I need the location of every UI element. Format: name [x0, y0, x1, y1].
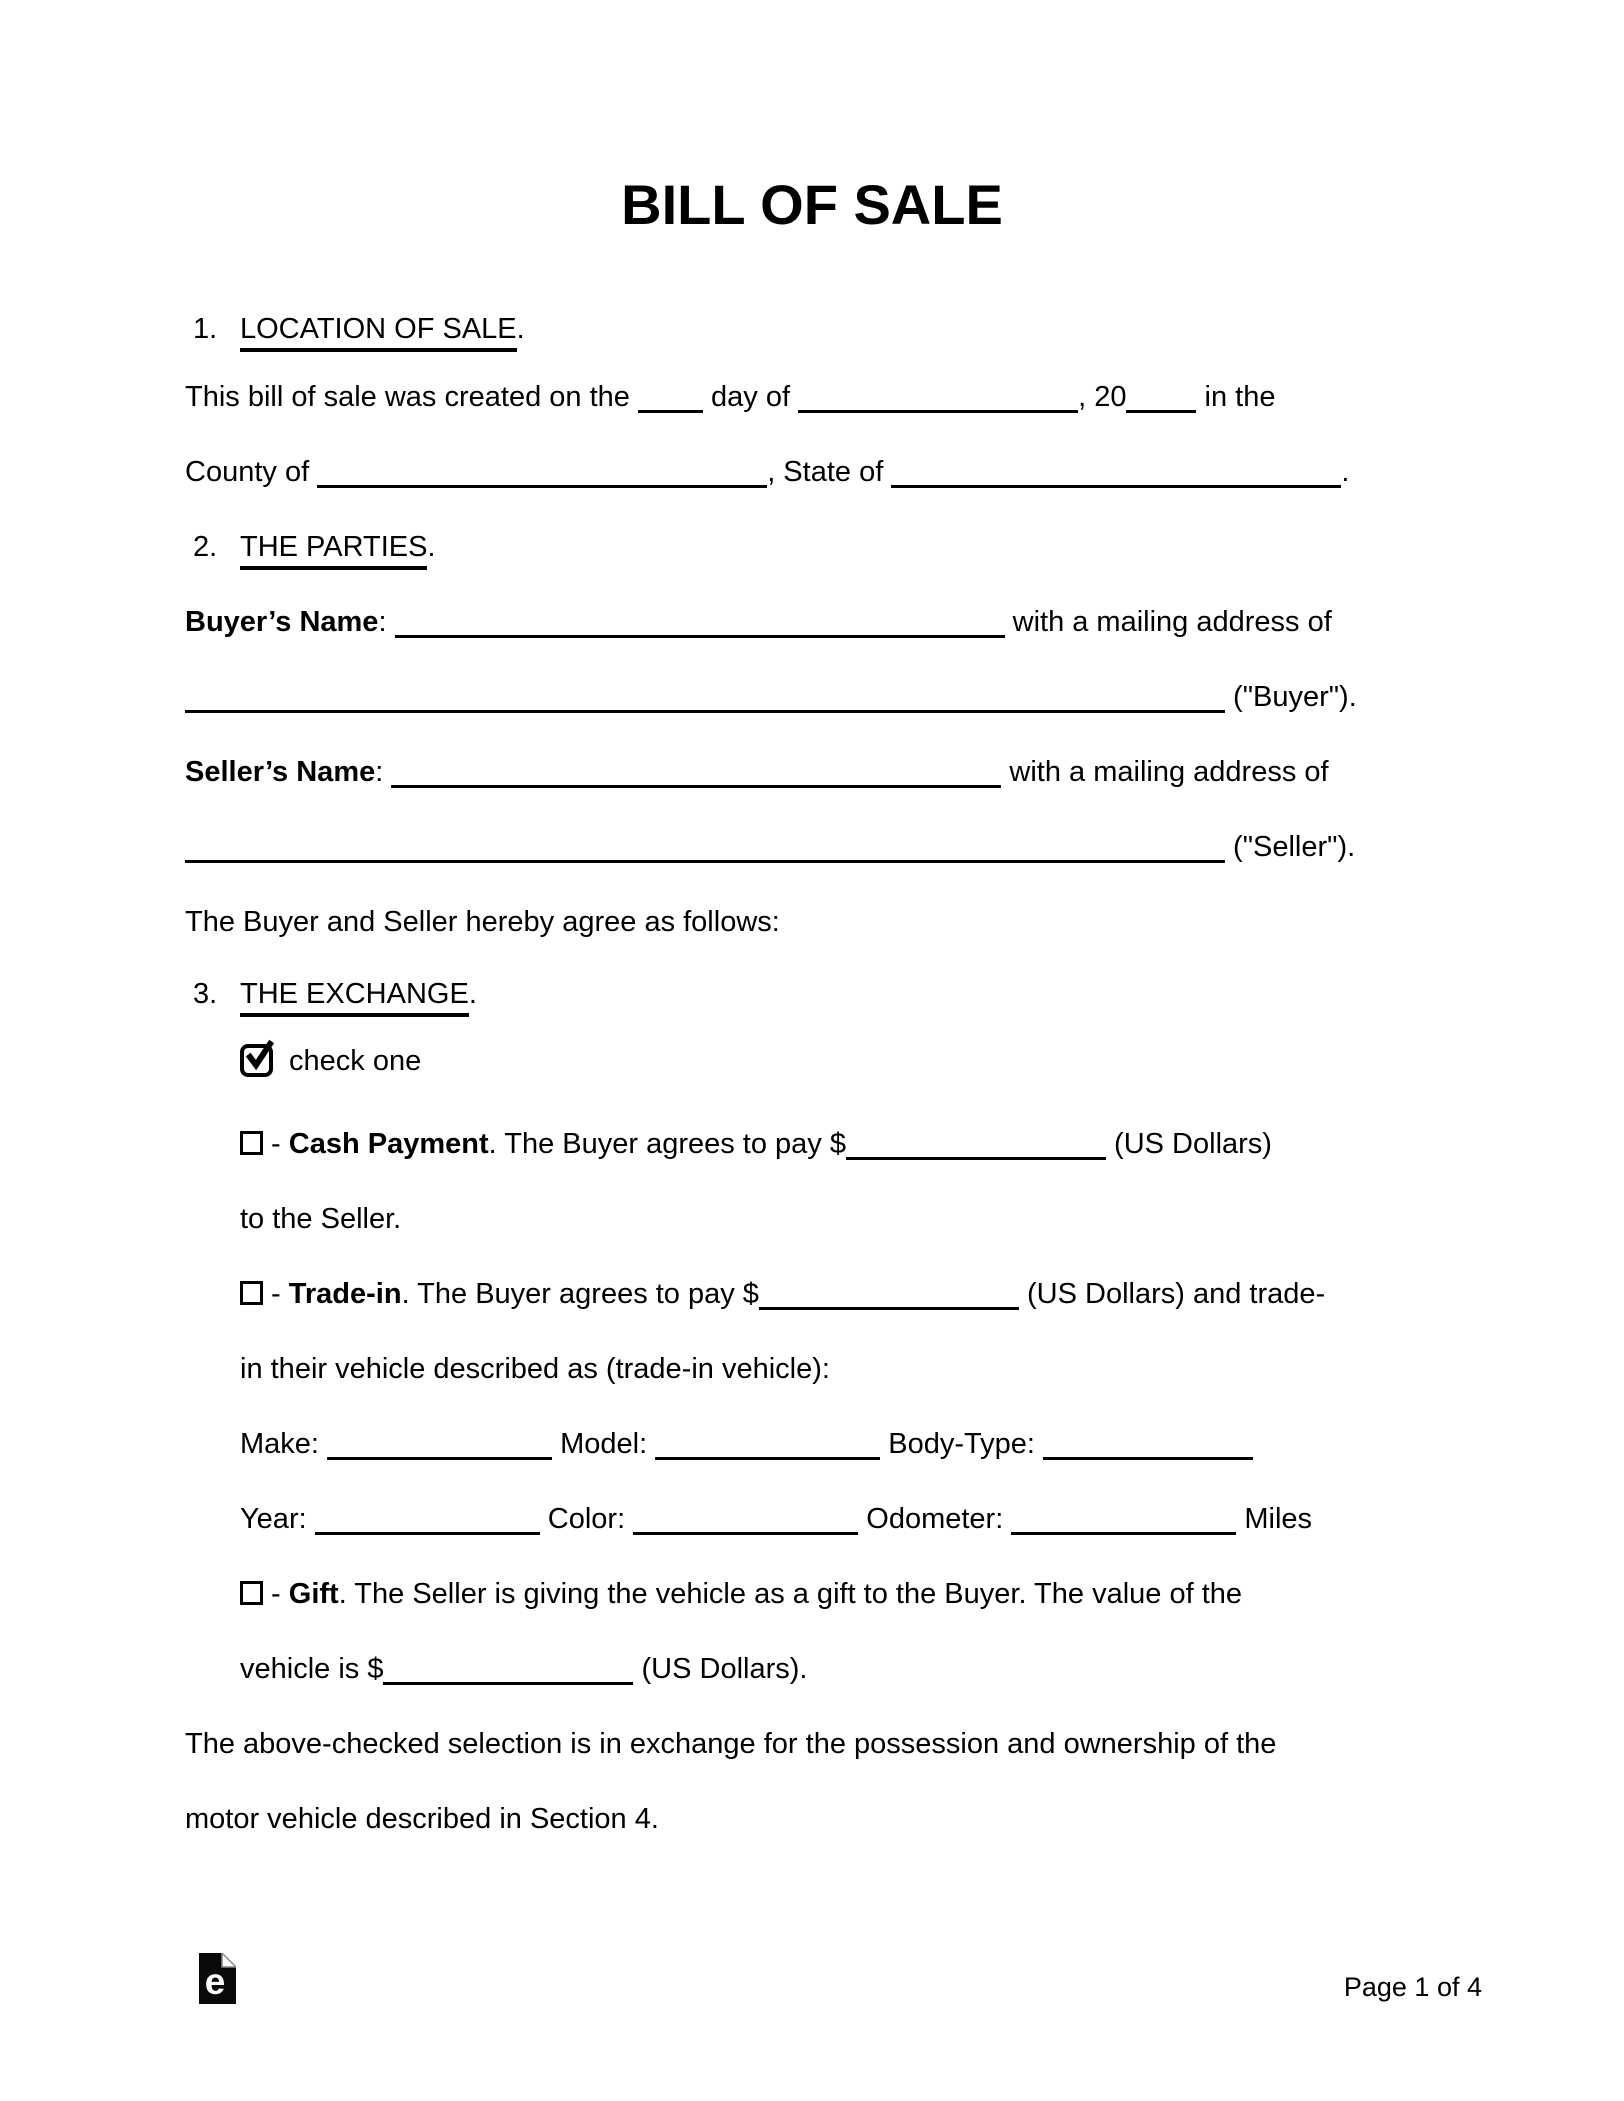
text-run: Odometer:	[858, 1503, 1012, 1535]
text-run: Year:	[240, 1503, 315, 1535]
blank-field[interactable]	[185, 830, 1225, 863]
blank-field[interactable]	[1011, 1502, 1236, 1535]
text-run: Make:	[240, 1428, 328, 1460]
eforms-document-logo	[199, 1953, 236, 2004]
blank-field[interactable]	[315, 1502, 540, 1535]
text-run: Body-Type:	[880, 1428, 1044, 1460]
text-run: :	[375, 756, 392, 788]
blank-field[interactable]	[327, 1427, 552, 1460]
text-run: -	[263, 1128, 289, 1160]
bold-run: Gift	[288, 1578, 339, 1610]
text-run: motor vehicle described in Section 4.	[185, 1803, 659, 1835]
cash-payment-continuation-line	[240, 1201, 401, 1237]
trade-in-option-line	[240, 1276, 1325, 1312]
text-run: (US Dollars) and trade-	[1018, 1278, 1326, 1310]
blank-field[interactable]	[759, 1277, 1019, 1310]
text-run: :	[378, 606, 395, 638]
text-run: , 20	[1078, 381, 1127, 413]
trade-in-continuation-line	[240, 1351, 830, 1387]
buyer-name-line	[185, 604, 1332, 640]
text-run: The Buyer and Seller hereby agree as follows:	[185, 906, 780, 938]
document-title: BILL OF SALE	[621, 173, 1003, 236]
text-run: -	[263, 1278, 289, 1310]
blank-field[interactable]	[638, 380, 703, 413]
check-one-line	[240, 1043, 421, 1079]
section-2-heading	[185, 529, 436, 565]
blank-field[interactable]	[395, 605, 1005, 638]
gift-continuation-line	[240, 1651, 807, 1687]
agreement-intro-line	[185, 904, 780, 940]
text-run: Miles	[1236, 1503, 1313, 1535]
blank-field[interactable]	[383, 1652, 633, 1685]
text-run: day of	[702, 381, 799, 413]
blank-field[interactable]	[185, 680, 1225, 713]
section-3-heading	[185, 976, 477, 1012]
text-run: (US Dollars)	[1106, 1128, 1272, 1160]
blank-field[interactable]	[633, 1502, 858, 1535]
text-run: vehicle is $	[240, 1653, 384, 1685]
text-run: Model:	[552, 1428, 656, 1460]
heading-underlined-text: THE EXCHANGE	[240, 978, 469, 1017]
checkbox-unchecked[interactable]	[240, 1581, 263, 1605]
list-number: 3.	[193, 978, 218, 1010]
text-run: in the	[1196, 381, 1276, 413]
logo-letter: e	[204, 1961, 226, 2002]
blank-field[interactable]	[1126, 380, 1196, 413]
text-run: with a mailing address of	[1001, 756, 1329, 788]
heading-underlined-text: THE PARTIES	[240, 531, 427, 570]
text-run: . The Buyer agrees to pay $	[488, 1128, 846, 1160]
bold-run: Buyer’s Name	[185, 606, 379, 638]
location-sentence-line-1	[185, 379, 1275, 415]
checkmark-icon	[250, 1044, 270, 1065]
text-run: to the Seller.	[240, 1203, 402, 1235]
list-number: 1.	[193, 313, 218, 345]
text-run: in their vehicle described as (trade-in vehicle):	[240, 1353, 830, 1385]
blank-field[interactable]	[798, 380, 1078, 413]
exchange-statement-line-1	[185, 1726, 1276, 1762]
text-run: .	[468, 978, 477, 1010]
checkbox-unchecked[interactable]	[240, 1281, 263, 1305]
text-run: , State of	[767, 456, 892, 488]
text-run: This bill of sale was created on the	[185, 381, 638, 413]
trade-in-vehicle-fields-line-2	[240, 1501, 1312, 1537]
page-number-label: Page 1 of 4	[1343, 1972, 1482, 2002]
text-run: County of	[185, 456, 318, 488]
bold-run: Cash Payment	[288, 1128, 489, 1160]
blank-field[interactable]	[891, 455, 1341, 488]
text-run: The above-checked selection is in exchange for the possession and ownership of the	[185, 1728, 1277, 1760]
text-run: -	[263, 1578, 289, 1610]
location-sentence-line-2	[185, 454, 1349, 490]
seller-address-line	[185, 829, 1355, 865]
exchange-statement-line-2	[185, 1801, 659, 1837]
text-run: ("Seller").	[1225, 831, 1356, 863]
section-1-heading	[185, 311, 525, 347]
blank-field[interactable]	[655, 1427, 880, 1460]
blank-field[interactable]	[846, 1127, 1106, 1160]
blank-field[interactable]	[391, 755, 1001, 788]
checkbox-unchecked[interactable]	[240, 1131, 263, 1155]
buyer-address-line	[185, 679, 1357, 715]
text-run: .	[427, 531, 436, 563]
blank-field[interactable]	[1043, 1427, 1253, 1460]
bold-run: Trade-in	[288, 1278, 402, 1310]
list-number: 2.	[193, 531, 218, 563]
text-run: .	[1341, 456, 1350, 488]
cash-payment-option-line	[240, 1126, 1272, 1162]
checkbox-checked[interactable]	[240, 1044, 273, 1077]
text-run: .	[516, 313, 525, 345]
text-run: (US Dollars).	[633, 1653, 808, 1685]
bold-run: Seller’s Name	[185, 756, 376, 788]
seller-name-line	[185, 754, 1329, 790]
text-run: with a mailing address of	[1004, 606, 1332, 638]
text-run: . The Seller is giving the vehicle as a gift to the Buyer. The value of the	[338, 1578, 1243, 1610]
trade-in-vehicle-fields-line-1	[240, 1426, 1253, 1462]
text-run: Color:	[539, 1503, 634, 1535]
text-run: . The Buyer agrees to pay $	[401, 1278, 759, 1310]
gift-option-line	[240, 1576, 1242, 1612]
text-run: ("Buyer").	[1225, 681, 1357, 713]
text-run: check one	[289, 1045, 422, 1077]
blank-field[interactable]	[317, 455, 767, 488]
heading-underlined-text: LOCATION OF SALE	[240, 313, 517, 352]
